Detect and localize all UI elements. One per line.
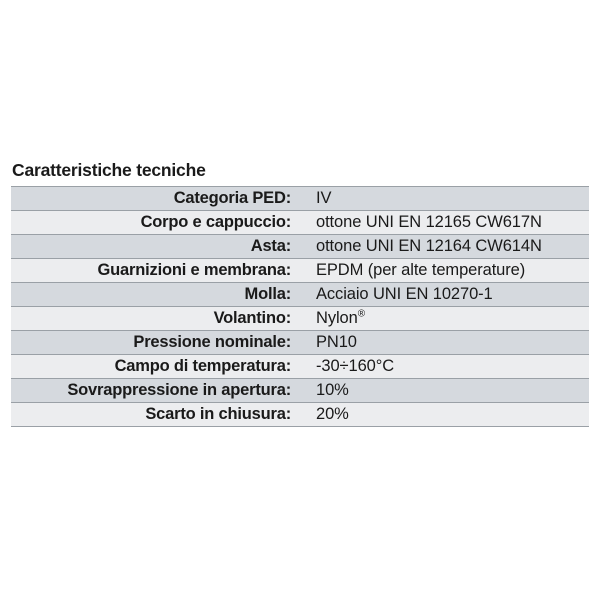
table-row-molla (11, 283, 589, 307)
table-row-asta (11, 235, 589, 259)
section-title: Caratteristiche tecniche (12, 160, 206, 180)
table-row-sovrappressione-in-apertura (11, 379, 589, 403)
row-value: PN10 (316, 333, 357, 351)
row-label: Sovrappressione in apertura: (67, 381, 291, 399)
row-label: Pressione nominale: (133, 333, 291, 351)
table-row-categoria-ped (11, 187, 589, 211)
row-value: ottone UNI EN 12165 CW617N (316, 213, 542, 231)
row-value: 20% (316, 405, 349, 423)
table-row-volantino (11, 307, 589, 331)
table-row-scarto-in-chiusura (11, 403, 589, 427)
row-label: Categoria PED: (173, 189, 291, 207)
row-value: Acciaio UNI EN 10270-1 (316, 285, 493, 303)
row-label: Scarto in chiusura: (145, 405, 291, 423)
table-row-campo-di-temperatura (11, 355, 589, 379)
row-value: EPDM (per alte temperature) (316, 261, 526, 279)
row-value: Nylon (316, 309, 358, 327)
row-value: IV (316, 189, 332, 207)
row-value-container (300, 307, 589, 330)
registered-mark: ® (357, 308, 365, 320)
row-label: Corpo e cappuccio: (140, 213, 291, 231)
row-label: Campo di temperatura: (114, 357, 291, 375)
row-label: Molla: (244, 285, 291, 303)
table-row-guarnizioni-e-membrana (11, 259, 589, 283)
table-row-corpo-e-cappuccio (11, 211, 589, 235)
row-label: Asta: (250, 237, 291, 255)
row-value: 10% (316, 381, 349, 399)
row-label: Guarnizioni e membrana: (97, 261, 291, 279)
row-value: ottone UNI EN 12164 CW614N (316, 237, 542, 255)
table-row-pressione-nominale (11, 331, 589, 355)
specifications-table (11, 186, 589, 427)
row-label: Volantino: (213, 309, 291, 327)
row-value: -30÷160°C (316, 357, 395, 375)
